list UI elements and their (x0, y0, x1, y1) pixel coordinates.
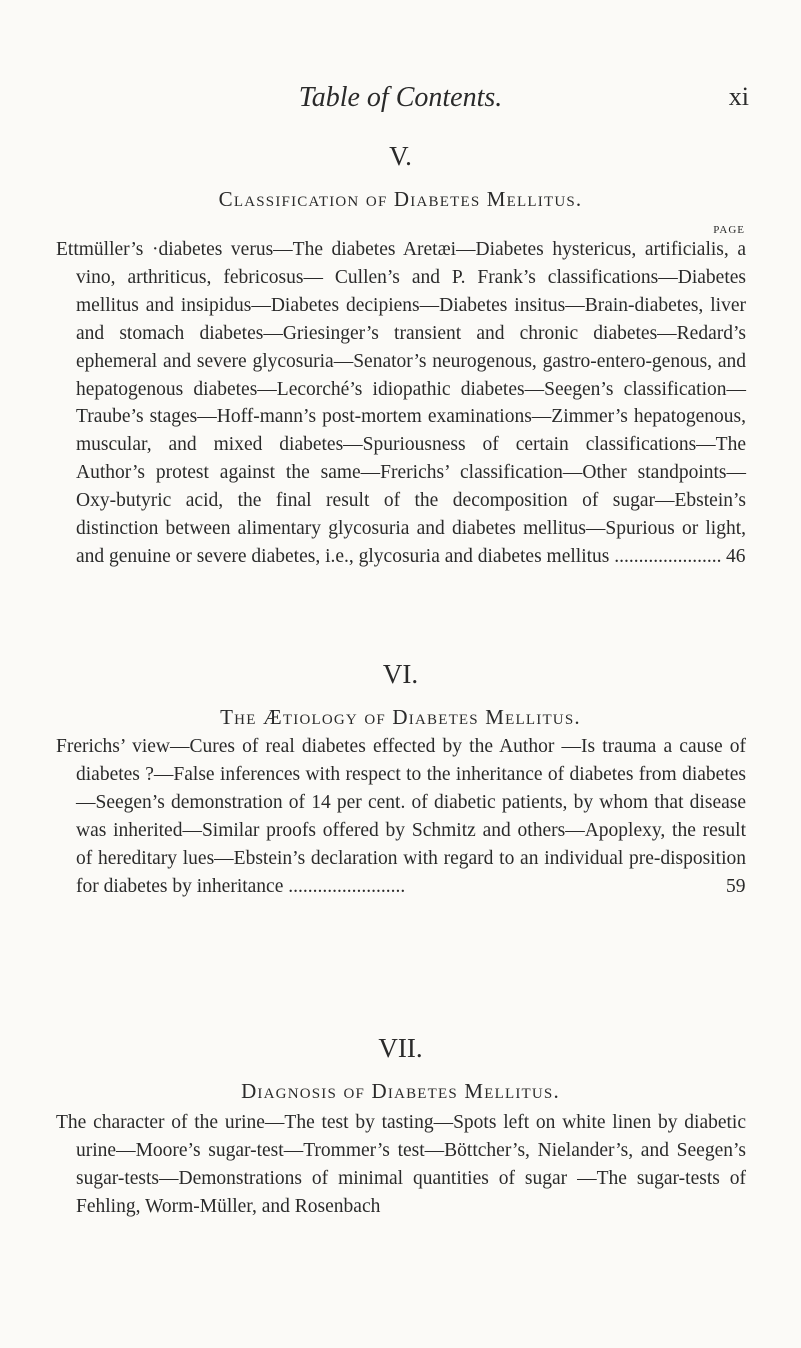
section-heading: Diagnosis of Diabetes Mellitus. (241, 1079, 560, 1103)
section-vii (0, 1032, 801, 1104)
section-numeral: V. (389, 141, 412, 171)
section-vii-body (56, 1109, 746, 1221)
section-text: The character of the urine—The test by tasting—Spots left on white linen by diabetic urine—Moore’s sugar-test—Trommer’s test—Böttcher’s, Nielander’s, and Seegen’s sugar-tests—Demonstrations of minimal quantities of sugar —The sugar-tests of Fehling, Worm-Müller, and Rosenbach (56, 1112, 746, 1217)
section-heading: The Ætiology of Diabetes Mellitus. (220, 705, 581, 729)
running-header (0, 82, 801, 122)
running-title: Table of Contents. (298, 82, 503, 113)
section-text: Ettmüller’s ·diabetes verus—The diabetes Aretæi—Diabetes hystericus, artificialis, a vino, arthriticus, febricosus— Cullen’s and P. Frank’s classifications—Diabetes mellitus and insipidus—Diabetes decipiens—Diabetes insitus—Brain-diabetes, liver and stomach diabetes—Griesinger’s transient and chronic diabetes—Redard’s ephemeral and severe glycosuria—Senator’s neurogenous, gastro-entero-genous, and hepatogenous diabetes—Lecorché’s idiopathic diabetes—Seegen’s classification—Traube’s stages—Hoff-mann’s post-mortem examinations—Zimmer’s hepatogenous, muscular, and mixed diabetes—Spuriousness of certain classifications—The Author’s protest against the same—Frerichs’ classification—Other standpoints—Oxy-butyric acid, the final result of the decomposition of sugar—Ebstein’s distinction between alimentary glycosuria and diabetes mellitus—Spurious or light, and genuine or severe diabetes, i.e., glycosuria and diabetes mellitus ...................... (56, 239, 746, 567)
section-v (0, 140, 801, 212)
section-v-body: Ettmüller’s ·diabetes verus—The diabetes Aretæi—Diabetes hystericus, artificialis, a vino, arthriticus, febricosus— Cullen’s and P. Frank’s classifications—Diabetes mellitus and insipidus—Diabetes decipiens—Diabetes insitus—Brain-diabetes, liver and stomach diabetes—Griesinger’s transient and chronic diabetes—Redard’s ephemeral and severe glycosuria—Senator’s neurogenous, gastro-entero-genous, and hepatogenous diabetes—Lecorché’s idiopathic diabetes—Seegen’s classification—Traube’s stages—Hoff-mann’s post-mortem examinations—Zimmer’s hepatogenous, muscular, and mixed diabetes—Spuriousness of certain classifications—The Author’s protest against the same—Frerichs’ classification—Other standpoints—Oxy-butyric acid, the final result of the decomposition of sugar—Ebstein’s distinction between alimentary glycosuria and diabetes mellitus—Spurious or light, and genuine or severe diabetes, i.e., glycosuria and diabetes mellitus ...................... 46 (56, 239, 746, 567)
section-vi-body: Frerichs’ view—Cures of real diabetes effected by the Author —Is trauma a cause of diabetes ?—False inferences with respect to the inheritance of diabetes from diabetes—Seegen’s demonstration of 14 per cent. of diabetic patients, by whom that disease was inherited—Similar proofs offered by Schmitz and others—Apoplexy, the result of hereditary lues—Ebstein’s declaration with regard to an individual pre-disposition for diabetes by inheritance ........................ 59 (56, 736, 746, 897)
section-text: Frerichs’ view—Cures of real diabetes effected by the Author —Is trauma a cause of diabetes ?—False inferences with respect to the inheritance of diabetes from diabetes—Seegen’s demonstration of 14 per cent. of diabetic patients, by whom that disease was inherited—Similar proofs offered by Schmitz and others—Apoplexy, the result of hereditary lues—Ebstein’s declaration with regard to an individual pre-disposition for diabetes by inheritance ........................ (56, 736, 746, 897)
folio-number: xi (728, 82, 749, 111)
section-numeral: VII. (378, 1033, 423, 1063)
section-heading: Classification of Diabetes Mellitus. (218, 187, 583, 211)
section-numeral: VI. (382, 659, 419, 689)
section-vi (0, 658, 801, 730)
page-column-label: PAGE (713, 224, 745, 236)
